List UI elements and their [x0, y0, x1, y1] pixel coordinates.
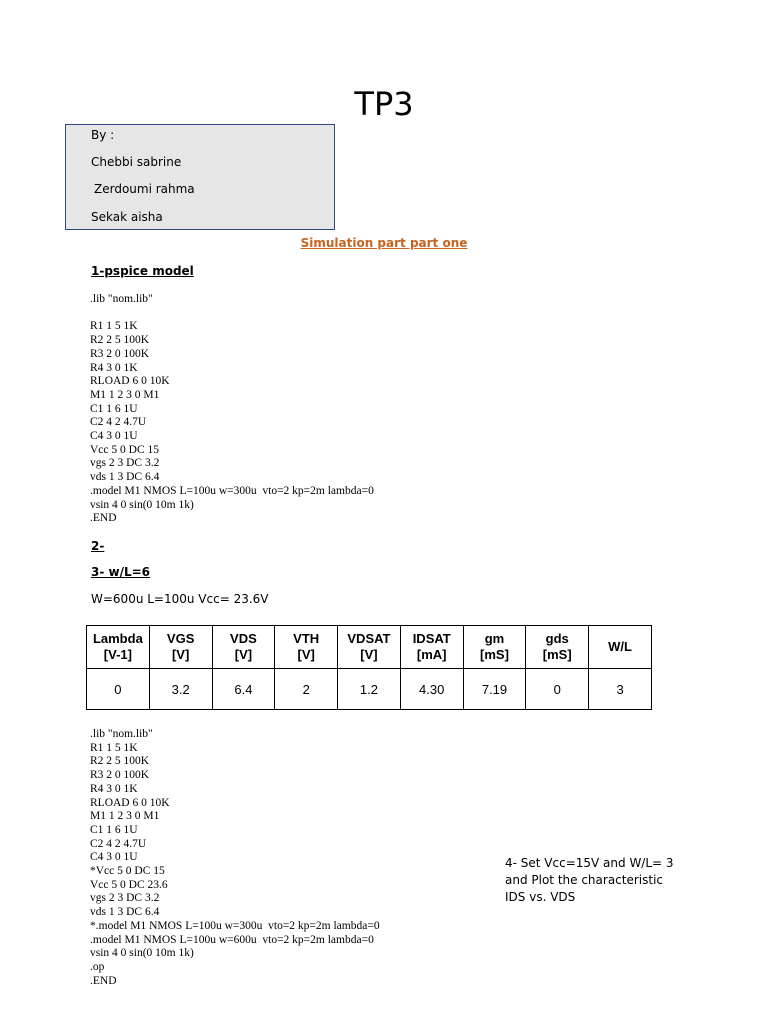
note-line: and Plot the characteristic — [505, 873, 664, 887]
code-block-1 — [90, 293, 374, 526]
section-heading: 3- w/L=6 — [91, 565, 151, 579]
table-cell: 0 — [526, 669, 589, 710]
code-lines: .lib "nom.lib" R1 1 5 1K R2 2 5 100K R3 2 0 100K R4 3 0 1K RLOAD 6 0 10K M1 1 2 3 0 M1 C1 1 6 1U C2 4 2 4.7U C4 3 0 1U Vcc 5 0 DC 15 vgs 2 3 DC 3.2 vds 1 3 DC 6.4 .model M1 NMOS L=100u w=300u vto=2 kp=2m lambda=0 vsin 4 0 sin(0 10m 1k) — [90, 293, 374, 511]
table-header-row — [87, 626, 652, 669]
task-note — [505, 855, 675, 906]
section-heading: 2- — [91, 539, 105, 553]
simulation-heading: Simulation part part one — [300, 236, 468, 250]
table-cell: 0 — [87, 669, 150, 710]
table-cell: 6.4 — [212, 669, 275, 710]
table-header-cell: gm [mS] — [463, 626, 526, 669]
section-heading: 1-pspice model — [91, 264, 194, 278]
table-header-cell: gds [mS] — [526, 626, 589, 669]
author-name: Zerdoumi rahma — [94, 182, 195, 196]
table-cell: 7.19 — [463, 669, 526, 710]
table-cell: 3 — [589, 669, 652, 710]
note-line: IDS vs. VDS — [505, 890, 576, 904]
table-header-cell: VDS [V] — [212, 626, 275, 669]
parameters-table — [86, 625, 652, 710]
authors-box — [65, 124, 335, 230]
table-cell: 2 — [275, 669, 338, 710]
code-end: .END — [90, 512, 117, 525]
code-block-2 — [90, 728, 380, 988]
table-header-cell: VGS [V] — [149, 626, 212, 669]
table-header-cell: VDSAT [V] — [338, 626, 401, 669]
table-header-cell: IDSAT [mA] — [400, 626, 463, 669]
table-header-cell: W/L — [589, 626, 652, 669]
table-cell: 4.30 — [400, 669, 463, 710]
table-cell: 1.2 — [338, 669, 401, 710]
table-header-cell: Lambda [V-1] — [87, 626, 150, 669]
authors-by-label: By : — [91, 128, 115, 142]
document-title: TP3 — [354, 85, 414, 123]
author-name: Chebbi sabrine — [91, 155, 182, 169]
table-row — [87, 669, 652, 710]
code-end: .END — [90, 974, 117, 987]
table-header-cell: VTH [V] — [275, 626, 338, 669]
table-cell: 3.2 — [149, 669, 212, 710]
author-name: Sekak aisha — [91, 210, 163, 224]
code-lines: .lib "nom.lib" R1 1 5 1K R2 2 5 100K R3 2 0 100K R4 3 0 1K RLOAD 6 0 10K M1 1 2 3 0 M1 C1 1 6 1U C2 4 2 4.7U C4 3 0 1U *Vcc 5 0 DC 15 Vcc 5 0 DC 23.6 vgs 2 3 DC 3.2 vds 1 3 DC 6.4 *.model M1 NMOS L=100u w=300u vto=2 kp=2m lambda=0 .model M1 NMOS L=100u w=600u vto=2 kp=2m lambda=0 vsin 4 0 sin(0 10m 1k) .op — [90, 728, 380, 973]
parameters-line: W=600u L=100u Vcc= 23.6V — [91, 592, 269, 606]
note-line: 4- Set Vcc=15V and W/L= 3 — [505, 856, 674, 870]
